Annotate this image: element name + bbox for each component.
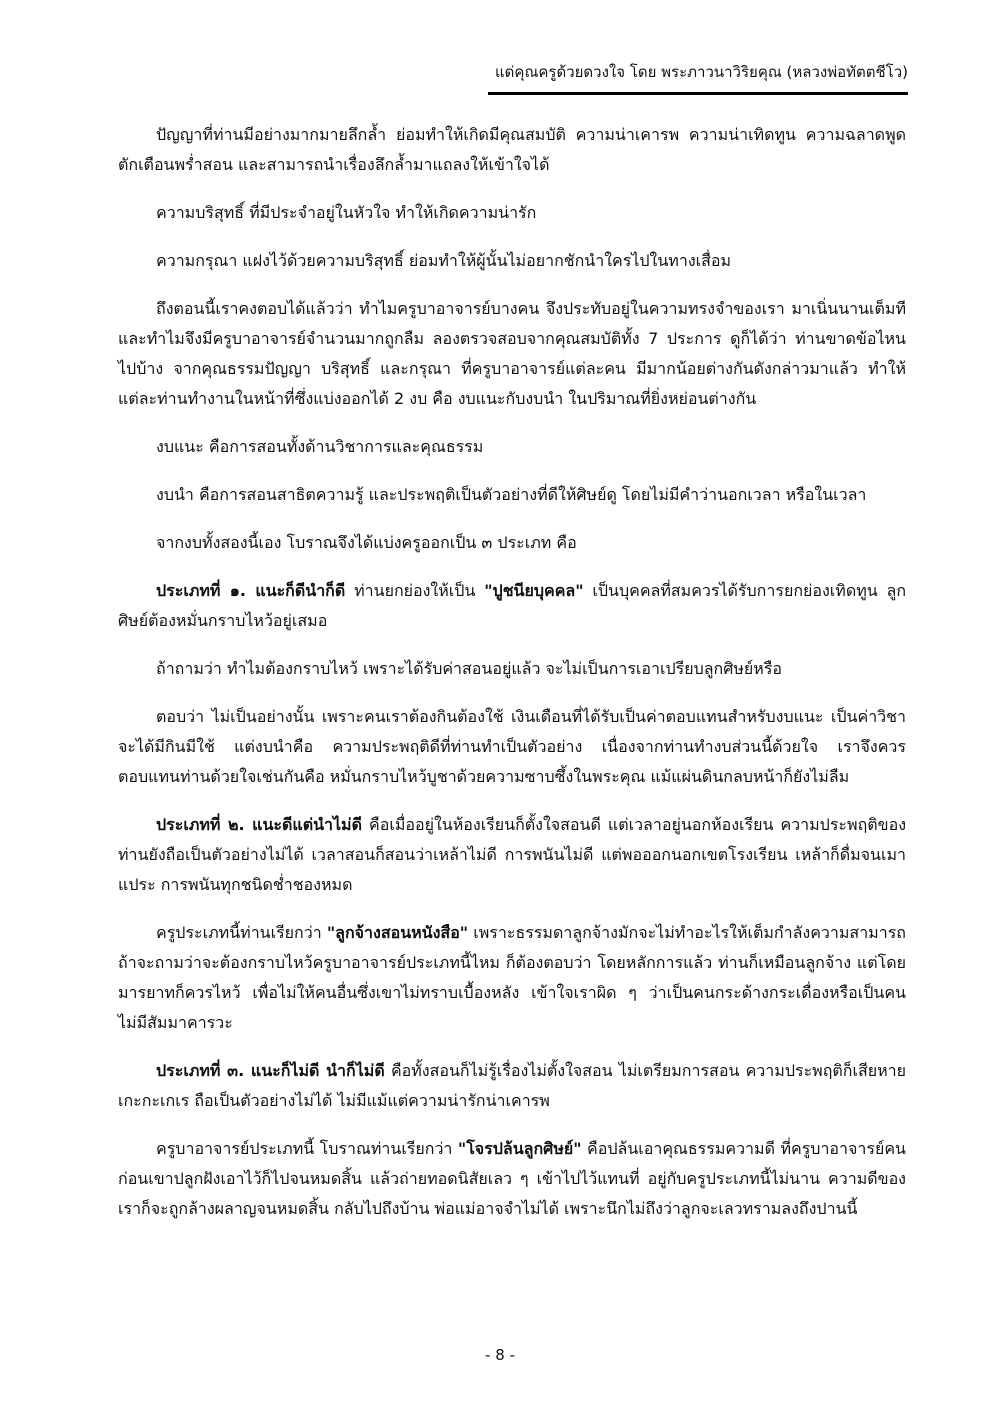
paragraph-type-two xyxy=(118,810,906,900)
type-two-heading: ประเภทที่ ๒. แนะดีแต่นำไม่ดี xyxy=(156,815,362,834)
paragraph-ngob-nae xyxy=(118,432,906,462)
paragraph-ngob-nam xyxy=(118,480,906,510)
paragraph-hired-teacher xyxy=(118,918,906,1038)
paragraph-text: ความกรุณา แฝงไว้ด้วยความบริสุทธิ์ ย่อมทำให้ผู้นั้นไม่อยากชักนำใครไปในทางเสื่อม xyxy=(156,251,732,270)
paragraph-question xyxy=(118,654,906,684)
paragraph-text: ท่านยกย่องให้เป็น xyxy=(345,581,485,600)
page-footer xyxy=(0,1346,1000,1364)
paragraph-robber xyxy=(118,1134,906,1224)
paragraph-text: ถ้าถามว่า ทำไมต้องกราบไหว้ เพราะได้รับค่าสอนอยู่แล้ว จะไม่เป็นการเอาเปรียบลูกศิษย์หรือ xyxy=(156,659,783,678)
running-header xyxy=(488,62,908,95)
page-body xyxy=(118,120,906,1242)
term-hired-teacher: "ลูกจ้างสอนหนังสือ" xyxy=(326,923,469,942)
paragraph-text: คือปล้นเอาคุณธรรมความดี ที่ครูบาอาจารย์คนก่อนเขาปลูกฝังเอาไว้ก็ไปจนหมดสิ้น แล้วถ่ายทอดนิสัยเลว ๆ เข้าไปไว้แทนที่ อยู่กับครูประเภทนี้ไม่นาน ความดีของเราก็จะถูกล้างผลาญจนหมดสิ้น กลับไปถึงบ้าน พ่อแม่อาจจำไม่ได้ เพราะนึกไม่ถึงว่าลูกจะเลวทรามลงถึงปานนี้ xyxy=(118,1139,906,1218)
type-one-heading: ประเภทที่ ๑. แนะก็ดีนำก็ดี xyxy=(156,581,346,600)
paragraph-memory xyxy=(118,294,906,414)
paragraph-text: จากงบทั้งสองนี้เอง โบราณจึงได้แบ่งครูออกเป็น ๓ ประเภท คือ xyxy=(156,533,577,552)
paragraph-text: ความบริสุทธิ์ ที่มีประจำอยู่ในหัวใจ ทำให้เกิดความน่ารัก xyxy=(156,203,537,222)
paragraph-type-one xyxy=(118,576,906,636)
term-student-robber: "โจรปล้นลูกศิษย์" xyxy=(457,1139,582,1158)
page-number: - 8 - xyxy=(485,1346,515,1364)
term-puchaniya-bukkhon: "ปูชนียบุคคล" xyxy=(484,581,584,600)
header-title: แด่คุณครูด้วยดวงใจ โดย พระภาวนาวิริยคุณ (หลวงพ่อทัตตชีโว) xyxy=(495,63,908,81)
paragraph-text: งบแนะ คือการสอนทั้งด้านวิชาการและคุณธรรม xyxy=(156,437,484,456)
paragraph-text: ตอบว่า ไม่เป็นอย่างนั้น เพราะคนเราต้องกินต้องใช้ เงินเดือนที่ได้รับเป็นค่าตอบแทนสำหรับงบแนะ เป็นค่าวิชา จะได้มีกินมีใช้ แต่งบนำคือ ความประพฤติดีที่ท่านทำเป็นตัวอย่าง เนื่องจากท่านทำงบส่วนนี้ด้วยใจ เราจึงควรตอบแทนท่านด้วยใจเช่นกันคือ หมั่นกราบไหว้บูชาด้วยความซาบซึ้งในพระคุณ แม้แผ่นดินกลบหน้าก็ยังไม่ลืม xyxy=(118,707,906,786)
paragraph-text: คือเมื่ออยู่ในห้องเรียนก็ตั้งใจสอนดี แต่เวลาอยู่นอกห้องเรียน ความประพฤติของท่านยังถือเป็นตัวอย่างไม่ได้ เวลาสอนก็สอนว่าเหล้าไม่ดี การพนันไม่ดี แต่พอออกนอกเขตโรงเรียน เหล้าก็ดื่มจนเมาแประ การพนันทุกชนิดช่ำชองหมด xyxy=(118,815,907,894)
paragraph-purity xyxy=(118,198,906,228)
paragraph-text: ครูบาอาจารย์ประเภทนี้ โบราณท่านเรียกว่า xyxy=(156,1139,458,1158)
paragraph-answer xyxy=(118,702,906,792)
paragraph-three-types xyxy=(118,528,906,558)
paragraph-text: ปัญญาที่ท่านมีอย่างมากมายลึกล้ำ ย่อมทำให้เกิดมีคุณสมบัติ ความน่าเคารพ ความน่าเทิดทูน ความฉลาดพูด ตักเตือนพร่ำสอน และสามารถนำเรื่องลึกล้ำมาแถลงให้เข้าใจได้ xyxy=(118,125,906,174)
paragraph-text: งบนำ คือการสอนสาธิตความรู้ และประพฤติเป็นตัวอย่างที่ดีให้ศิษย์ดู โดยไม่มีคำว่านอกเวลา หรือในเวลา xyxy=(156,485,867,504)
paragraph-text: ถึงตอนนี้เราคงตอบได้แล้วว่า ทำไมครูบาอาจารย์บางคน จึงประทับอยู่ในความทรงจำของเรา มาเนิ่นนานเต็มที และทำไมจึงมีครูบาอาจารย์จำนวนมากถูกลืม ลองตรวจสอบจากคุณสมบัติทั้ง 7 ประการ ดูก็ได้ว่า ท่านขาดข้อไหนไปบ้าง จากคุณธรรมปัญญา บริสุทธิ์ และกรุณา ที่ครูบาอาจารย์แต่ละคน มีมากน้อยต่างกันดังกล่าวมาแล้ว ทำให้แต่ละท่านทำงานในหน้าที่ซึ่งแบ่งออกได้ 2 งบ คือ งบแนะกับงบนำ ในปริมาณที่ยิ่งหย่อนต่างกัน xyxy=(118,299,906,408)
paragraph-text: เป็นบุคคลที่สมควรได้รับการยกย่องเทิดทูน ลูกศิษย์ต้องหมั่นกราบไหว้อยู่เสมอ xyxy=(118,581,907,630)
paragraph-wisdom xyxy=(118,120,906,180)
paragraph-compassion xyxy=(118,246,906,276)
paragraph-text: คือทั้งสอนก็ไม่รู้เรื่องไม่ตั้งใจสอน ไม่เตรียมการสอน ความประพฤติก็เสียหาย เกะกะเกเร ถือเป็นตัวอย่างไม่ได้ ไม่มีแม้แต่ความน่ารักน่าเคารพ xyxy=(118,1061,906,1110)
paragraph-type-three xyxy=(118,1056,906,1116)
paragraph-text: เพราะธรรมดาลูกจ้างมักจะไม่ทำอะไรให้เต็มกำลังความสามารถ ถ้าจะถามว่าจะต้องกราบไหว้ครูบาอาจารย์ประเภทนี้ไหม ก็ต้องตอบว่า โดยหลักการแล้ว ท่านก็เหมือนลูกจ้าง แต่โดยมารยาทก็ควรไหว้ เพื่อไม่ให้คนอื่นซึ่งเขาไม่ทราบเบื้องหลัง เข้าใจเราผิด ๆ ว่าเป็นคนกระด้างกระเดื่องหรือเป็นคนไม่มีสัมมาคารวะ xyxy=(118,923,906,1032)
paragraph-text: ครูประเภทนี้ท่านเรียกว่า xyxy=(156,923,327,942)
type-three-heading: ประเภทที่ ๓. แนะก็ไม่ดี นำก็ไม่ดี xyxy=(156,1061,385,1080)
